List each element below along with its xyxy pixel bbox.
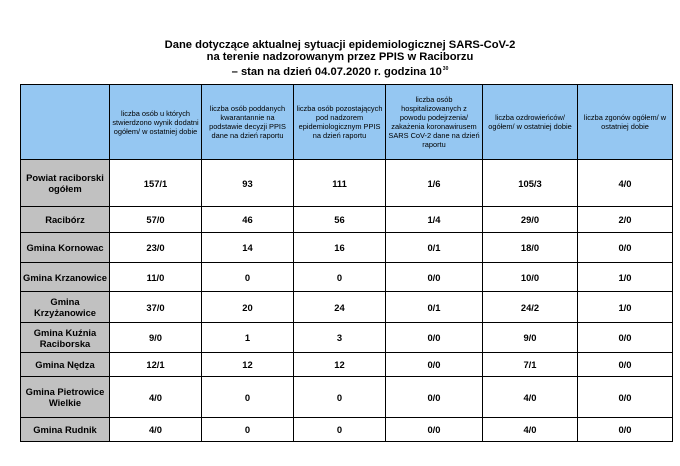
title-line-3 bbox=[0, 63, 680, 78]
table-cell: 46 bbox=[202, 207, 294, 233]
table-cell: 11/0 bbox=[110, 263, 202, 292]
table-cell: 111 bbox=[294, 160, 386, 207]
table-cell: 29/0 bbox=[483, 207, 578, 233]
row-label: Gmina Pietrowice Wielkie bbox=[21, 377, 110, 418]
table-cell: 0 bbox=[294, 377, 386, 418]
table-cell: 157/1 bbox=[110, 160, 202, 207]
table-cell: 56 bbox=[294, 207, 386, 233]
table-cell: 0/1 bbox=[386, 292, 483, 323]
table-cell: 24/2 bbox=[483, 292, 578, 323]
table-row bbox=[21, 292, 673, 323]
table-cell: 2/0 bbox=[578, 207, 673, 233]
table-cell: 0 bbox=[202, 377, 294, 418]
table-row bbox=[21, 263, 673, 292]
table-cell: 24 bbox=[294, 292, 386, 323]
table-cell: 12/1 bbox=[110, 353, 202, 377]
row-label: Racibórz bbox=[21, 207, 110, 233]
table-cell: 9/0 bbox=[483, 323, 578, 353]
table-cell: 0/0 bbox=[386, 323, 483, 353]
table-header-row bbox=[21, 85, 673, 160]
table-cell: 7/1 bbox=[483, 353, 578, 377]
table-corner-cell bbox=[21, 85, 110, 160]
table-cell: 0/0 bbox=[578, 418, 673, 442]
title-line-2: na terenie nadzorowanym przez PPIS w Raciborzu bbox=[206, 51, 474, 63]
table-cell: 0 bbox=[294, 418, 386, 442]
table-cell: 0/0 bbox=[578, 353, 673, 377]
table-row bbox=[21, 353, 673, 377]
column-header-hospitalized: liczba osób hospitalizowanych z powodu podejrzenia/ zakażenia koronawirusem SARS CoV-2 dane na dzień raportu bbox=[386, 85, 483, 160]
table-cell: 20 bbox=[202, 292, 294, 323]
table-cell: 0/0 bbox=[386, 263, 483, 292]
table-cell: 0/1 bbox=[386, 233, 483, 263]
title-time-minutes: 30 bbox=[442, 66, 449, 72]
column-header-recovered: liczba ozdrowieńców/ ogółem/ w ostatniej dobie bbox=[483, 85, 578, 160]
epidemiological-data-table bbox=[20, 84, 673, 442]
row-label: Gmina Kuźnia Raciborska bbox=[21, 323, 110, 353]
table-cell: 4/0 bbox=[578, 160, 673, 207]
document-title bbox=[0, 39, 680, 78]
table-cell: 0 bbox=[202, 263, 294, 292]
table-cell: 0 bbox=[202, 418, 294, 442]
table-cell: 4/0 bbox=[483, 418, 578, 442]
table-cell: 4/0 bbox=[483, 377, 578, 418]
table-row bbox=[21, 323, 673, 353]
table-cell: 4/0 bbox=[110, 418, 202, 442]
title-line-1: Dane dotyczące aktualnej sytuacji epidemiologicznej SARS-CoV-2 bbox=[164, 39, 516, 51]
column-header-positive-cases: liczba osób u których stwierdzono wynik dodatni ogółem/ w ostatniej dobie bbox=[110, 85, 202, 160]
table-cell: 37/0 bbox=[110, 292, 202, 323]
table-cell: 1/6 bbox=[386, 160, 483, 207]
table-cell: 105/3 bbox=[483, 160, 578, 207]
table-cell: 16 bbox=[294, 233, 386, 263]
table-row bbox=[21, 160, 673, 207]
row-label: Gmina Kornowac bbox=[21, 233, 110, 263]
table-cell: 0/0 bbox=[578, 323, 673, 353]
title-line-3-text: – stan na dzień 04.07.2020 r. godzina 10 bbox=[231, 66, 442, 78]
table-cell: 57/0 bbox=[110, 207, 202, 233]
table-cell: 0/0 bbox=[578, 233, 673, 263]
table-cell: 4/0 bbox=[110, 377, 202, 418]
table-cell: 10/0 bbox=[483, 263, 578, 292]
table-cell: 0/0 bbox=[386, 353, 483, 377]
table-cell: 0/0 bbox=[578, 377, 673, 418]
table-cell: 23/0 bbox=[110, 233, 202, 263]
table-cell: 0 bbox=[294, 263, 386, 292]
table-cell: 93 bbox=[202, 160, 294, 207]
table-row bbox=[21, 207, 673, 233]
row-label: Powiat raciborski ogółem bbox=[21, 160, 110, 207]
table-cell: 12 bbox=[202, 353, 294, 377]
table-cell: 1/4 bbox=[386, 207, 483, 233]
row-label: Gmina Krzanowice bbox=[21, 263, 110, 292]
table-cell: 18/0 bbox=[483, 233, 578, 263]
table-cell: 0/0 bbox=[386, 377, 483, 418]
column-header-surveillance: liczba osób pozostających pod nadzorem epidemiologicznym PPIS na dzień raportu bbox=[294, 85, 386, 160]
table-cell: 1 bbox=[202, 323, 294, 353]
column-header-quarantine: liczba osób poddanych kwarantannie na podstawie decyzji PPIS dane na dzień raportu bbox=[202, 85, 294, 160]
row-label: Gmina Rudnik bbox=[21, 418, 110, 442]
table-cell: 1/0 bbox=[578, 292, 673, 323]
table-row bbox=[21, 418, 673, 442]
row-label: Gmina Krzyżanowice bbox=[21, 292, 110, 323]
table-row bbox=[21, 233, 673, 263]
table-cell: 3 bbox=[294, 323, 386, 353]
table-cell: 0/0 bbox=[386, 418, 483, 442]
table-cell: 12 bbox=[294, 353, 386, 377]
table-cell: 14 bbox=[202, 233, 294, 263]
table-cell: 1/0 bbox=[578, 263, 673, 292]
table-cell: 9/0 bbox=[110, 323, 202, 353]
table-row bbox=[21, 377, 673, 418]
row-label: Gmina Nędza bbox=[21, 353, 110, 377]
column-header-deaths: liczba zgonów ogółem/ w ostatniej dobie bbox=[578, 85, 673, 160]
